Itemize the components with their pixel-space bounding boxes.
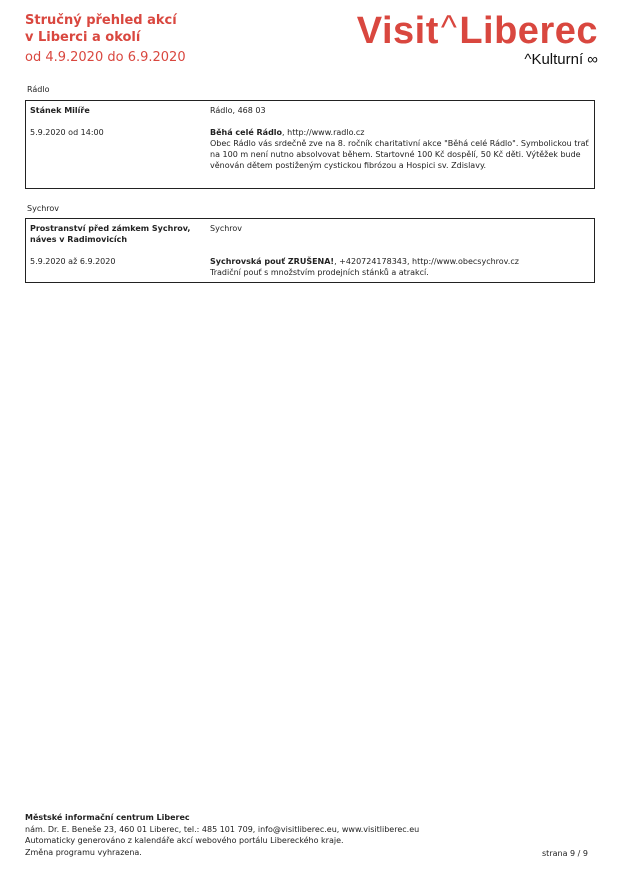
footer: [25, 812, 595, 858]
event-location-name: Prostranství před zámkem Sychrov, náves v Radimovicích: [30, 224, 191, 244]
footer-address: nám. Dr. E. Beneše 23, 460 01 Liberec, tel.: 485 101 709, info@visitliberec.eu, www.visitliberec.eu: [25, 824, 420, 834]
venue-heading-radlo: Rádlo: [27, 85, 50, 94]
document-title-line-2: v Liberci a okolí: [25, 30, 141, 45]
document-title-line-1: Stručný přehled akcí: [25, 13, 177, 28]
event-card: [25, 218, 595, 283]
event-description: Obec Rádlo vás srdečně zve na 8. ročník charitativní akce "Běhá celé Rádlo". Symbolickou trať na 100 m není nutno absolvovat během. Startovné 100 Kč dospělí, 50 Kč děti. Výtěžek bude věnován dětem postiženým cystickou fibrózou a Hospici sv. Zdislavy.: [210, 139, 589, 170]
event-details: [210, 256, 590, 278]
event-title: Běhá celé Rádlo: [210, 128, 283, 137]
visit-liberec-logo: [318, 9, 598, 71]
logo-liberec: Liberec: [459, 10, 598, 52]
date-range: od 4.9.2020 do 6.9.2020: [25, 50, 186, 65]
logo-visit: Visit: [356, 10, 439, 52]
event-contact: , +420724178343, http://www.obecsychrov.cz: [334, 257, 519, 266]
document-title: [25, 12, 177, 46]
event-datetime: 5.9.2020 od 14:00: [30, 128, 104, 137]
logo-caret: ^: [440, 9, 458, 47]
event-datetime: 5.9.2020 až 6.9.2020: [30, 257, 116, 266]
footer-disclaimer: Změna programu vyhrazena.: [25, 847, 142, 857]
event-details: [210, 127, 590, 171]
event-title: Sychrovská pouť ZRUŠENA!: [210, 257, 335, 266]
event-card: [25, 100, 595, 189]
footer-generated-note: Automaticky generováno z kalendáře akcí webového portálu Libereckého kraje.: [25, 836, 344, 845]
event-place: Rádlo, 468 03: [210, 106, 266, 115]
logo-wordmark: [357, 9, 598, 54]
event-contact: , http://www.radlo.cz: [282, 128, 365, 137]
logo-subtitle: ^Kulturní ∞: [524, 51, 598, 68]
venue-heading-sychrov: Sychrov: [27, 204, 60, 213]
page-number: strana 9 / 9: [542, 849, 588, 858]
event-description: Tradiční pouť s množstvím prodejních stánků a atrakcí.: [210, 268, 429, 277]
event-place: Sychrov: [210, 224, 243, 233]
event-location-name: Stánek Milíře: [30, 106, 90, 115]
footer-organization: Městské informační centrum Liberec: [25, 813, 190, 822]
